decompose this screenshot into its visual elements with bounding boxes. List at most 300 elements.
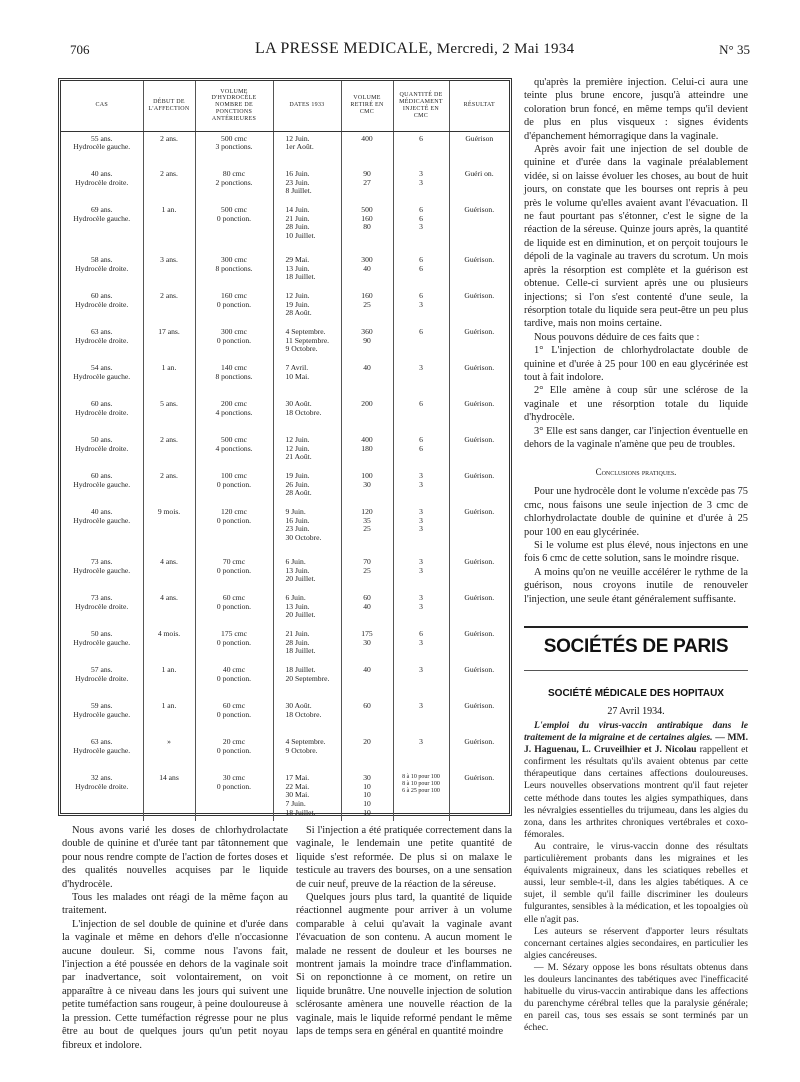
right-column-paragraph: Après avoir fait une injection de sel double de quinine et d'urée dans la vaginale préalablement vidée, si on laisse évoluer les choses, au bout de huit jours, on constate que les bourses ont repris à peu près le volume qu'elles avaient avant l'évacuation. Il ne faut pourtant pas s'étonner, c'est le signe de la réaction de la séreuse. Quinze jours après, la quantité de liquide est en diminution, et on perçoit toujours le dépoli de la vaginale au travers du scrotum. Un mois après la résorption est complète et la guérison est obtenue. Celle-ci survient après une ou plusieurs injections; si l'on s'est contenté d'une seule, la résorption totale du liquide sera peut-être un peu plus tardive, mais non moins certaine. [524,144,748,330]
cell-debut: 4 mois. [143,627,195,663]
cell-volume-line: 0 ponction. [216,781,252,791]
results-table [61,81,509,821]
cell-volume-line: 500 cmc [221,205,247,214]
table-row [61,771,509,821]
cell-quantite [393,505,449,555]
cell-quantite-line: 6 [419,399,423,408]
cell-retire-line: 60 [363,701,371,710]
cell-cas-line: 40 ans. [90,169,113,178]
cell-dates-line: 30 Août. [285,399,312,408]
cell-volume-line: 2 ponctions. [215,177,253,187]
cell-retire-line: 40 [363,601,371,611]
text-column-left [62,824,288,1052]
cell-retire-line: 10 [363,807,371,817]
cell-retire-line: 160 [361,213,373,223]
cell-quantite-line: 3 [419,507,423,516]
cell-volume-line: 80 cmc [222,169,246,178]
cell-dates-line: 28 Août. [285,308,312,318]
cell-cas [61,627,143,663]
cell-retire [341,627,393,663]
page-number: 706 [70,42,90,57]
cell-dates-line: 4 Septembre. [285,737,326,746]
cell-volume-line: 0 ponction. [216,601,252,611]
cell-retire-line: 120 [361,507,373,516]
cell-dates-line: 28 Juin. [285,637,310,647]
cell-dates-line: 10 Juillet. [285,231,316,241]
cell-cas-line: Hydrocèle droite. [75,299,129,309]
cell-retire-line: 30 [363,773,371,782]
cell-volume [195,253,273,289]
cell-resultat: Guérison. [464,327,495,336]
cell-cas-line: Hydrocèle gauche. [73,213,131,223]
cell-dates [273,627,341,663]
cell-retire-line: 100 [361,471,373,480]
cell-volume-line: 160 cmc [221,291,247,300]
cell-volume-line: 0 ponction. [216,565,252,575]
cell-volume-line: 0 ponction. [216,709,252,719]
col-header-retire: VOLUME RETIRÉ EN CMC [341,81,393,131]
cell-volume-line: 0 ponction. [216,335,252,345]
cell-dates-line: 1er Août. [285,142,314,152]
cell-volume-line: 0 ponction. [216,213,252,223]
cell-cas-line: 58 ans. [90,255,113,264]
cell-retire-line: 300 [361,255,373,264]
cell-quantite [393,433,449,469]
journal-title [255,40,574,58]
cell-cas-line: Hydrocèle gauche. [73,515,131,525]
cell-cas [61,699,143,735]
col-header-quantite: QUANTITÉ DE MÉDICAMENT INJECTÉ EN CMC [393,81,449,131]
cell-cas-line: 57 ans. [90,665,113,674]
cell-retire [341,433,393,469]
cell-dates-line: 16 Juin. [285,515,310,525]
journal-name: LA PRESSE MEDICALE, [255,40,433,57]
cell-quantite-line: 6 [419,291,423,300]
cell-cas [61,131,143,167]
cell-volume-line: 0 ponction. [216,745,252,755]
cell-cas [61,289,143,325]
cell-quantite [393,397,449,433]
cell-dates-line: 10 Mai. [285,371,310,381]
cell-quantite [393,771,449,821]
cell-cas [61,591,143,627]
cell-retire-line: 400 [361,435,373,444]
cell-resultat: Guérison. [464,435,495,444]
cell-quantite-line: 6 [419,205,423,214]
cell-quantite-line: 3 [419,222,423,232]
cell-cas-line: 40 ans. [90,507,113,516]
cell-quantite-line: 3 [419,637,423,647]
conclusions-title: Conclusions pratiques. [595,467,677,477]
cell-dates [273,397,341,433]
cell-resultat: Guérison. [464,737,495,746]
cell-cas-line: 60 ans. [90,399,113,408]
cell-retire [341,397,393,433]
cell-volume [195,663,273,699]
cell-volume-line: 4 ponctions. [215,443,253,453]
cell-dates [273,167,341,203]
cell-dates [273,505,341,555]
cell-dates-line: 30 Août. [285,701,312,710]
cell-dates-line: 21 Juin. [285,213,310,223]
cell-volume [195,735,273,771]
article-title: L'emploi du virus-vaccin antirabique dans le traitement de la migraine et de certaines algies. [524,720,748,744]
cell-volume-line: 60 cmc [222,593,246,602]
cell-debut: 1 an. [143,203,195,253]
cell-dates-line: 8 Juillet. [285,186,312,196]
cell-quantite [393,469,449,505]
cell-volume-line: 140 cmc [221,363,247,372]
cell-dates-line: 21 Juin. [285,629,310,638]
cell-retire [341,555,393,591]
right-column-paragraph: 2° Elle amène à coup sûr une sclérose de la vaginale et une résorption totale du liquide d'hydrocèle. [524,385,748,424]
cell-dates-line: 22 Mai. [285,781,310,791]
cell-volume [195,555,273,591]
cell-cas-line: 73 ans. [90,593,113,602]
cell-retire-line: 25 [363,565,371,575]
cell-volume-line: 300 cmc [221,255,247,264]
text-column-middle [296,824,512,1039]
cell-retire-line: 40 [363,363,371,372]
table-row [61,735,509,771]
table-row [61,167,509,203]
cell-cas-line: 73 ans. [90,557,113,566]
cell-retire [341,325,393,361]
cell-resultat: Guérison. [464,629,495,638]
cell-quantite [393,555,449,591]
cell-quantite [393,735,449,771]
cell-retire-line: 25 [363,299,371,309]
cell-retire-line: 70 [363,557,371,566]
cell-dates-line: 13 Juin. [285,565,310,575]
cell-retire-line: 90 [363,335,371,345]
cell-volume [195,397,273,433]
cell-volume [195,325,273,361]
cell-resultat: Guérison. [464,507,495,516]
cell-dates-line: 20 Juillet. [285,610,316,620]
article-paragraph-2: Au contraire, le virus-vaccin donne des résultats particulièrement probants dans les migraines et les équivalents migraineux, dans les sciatiques rebelles et aussi, leur semble-t-il, dans les algies tabétiques. A ce sujet, il semble qu'il faille discriminer les douleurs fulgurantes, sensibles à la médication, et les topoalgies où elle n'agit pas. [524,840,748,925]
cell-volume-line: 175 cmc [221,629,247,638]
cell-retire-line: 80 [363,222,371,232]
cell-resultat: Guérison. [464,701,495,710]
cell-cas [61,663,143,699]
cell-debut: 2 ans. [143,131,195,167]
cell-dates [273,361,341,397]
cell-retire [341,289,393,325]
cell-dates-line: 4 Septembre. [285,327,326,336]
cell-volume-line: 40 cmc [222,665,246,674]
cell-retire-line: 175 [361,629,373,638]
cell-cas-line: Hydrocèle droite. [75,601,129,611]
cell-quantite-line: 3 [419,479,423,489]
table-row [61,325,509,361]
cell-quantite-line: 6 [419,133,423,143]
cell-resultat: Guérison [465,133,494,143]
cell-volume-line: 0 ponction. [216,299,252,309]
table-body [61,131,509,821]
cell-retire-line: 10 [363,781,371,791]
cell-resultat: Guérison. [464,399,495,408]
cell-quantite-line: 8 à 10 pour 100 [402,780,440,787]
cell-dates-line: 12 Juin. [285,443,310,453]
cell-quantite-line: 3 [419,471,423,480]
cell-dates-line: 6 Juin. [285,557,306,566]
cell-retire-line: 360 [361,327,373,336]
cell-dates-line: 23 Juin. [285,524,310,534]
cell-dates-line: 19 Juin. [285,299,310,309]
right-column-paragraph: qu'après la première injection. Celui-ci aura une teinte plus brune encore, jusqu'à atteindre une coloration brun foncé, en même temps qu'il devient de plus en plus visqueux : signes évidents d'épanchement hémorragique dans la vaginale. [524,77,748,142]
cell-cas [61,469,143,505]
cell-debut: 1 an. [143,361,195,397]
cell-volume [195,469,273,505]
cell-debut: 4 ans. [143,555,195,591]
cell-debut: 14 ans [143,771,195,821]
table-header-row [61,81,509,131]
cell-volume-line: 120 cmc [221,507,247,516]
cell-volume [195,433,273,469]
cell-cas [61,325,143,361]
cell-cas-line: 60 ans. [90,471,113,480]
cell-cas-line: Hydrocèle gauche. [73,637,131,647]
cell-quantite-line: 3 [419,665,423,674]
article-paragraph-4: — M. Sézary oppose les bons résultats obtenus dans les douleurs lancinantes des tabétiques avec l'inefficacité habituelle du virus-vaccin antirabique dans les affections du parenchyme cérébral telles que la paralysie générale; en pareil cas, tous ses essais se sont terminés par un échec. [524,961,748,1034]
cell-dates [273,203,341,253]
cell-quantite [393,699,449,735]
cell-debut: 3 ans. [143,253,195,289]
cell-retire-line: 160 [361,291,373,300]
cell-dates-line: 18 Octobre. [285,407,322,417]
cell-volume-line: 200 cmc [221,399,247,408]
cell-volume-line: 8 ponctions. [215,263,253,273]
cell-quantite [393,203,449,253]
cell-volume-line: 500 cmc [221,435,247,444]
cell-quantite-line: 6 à 25 pour 100 [402,787,440,794]
cell-quantite-line: 3 [419,299,423,309]
cell-debut: 17 ans. [143,325,195,361]
table-row [61,555,509,591]
cell-volume-line: 100 cmc [221,471,247,480]
cell-retire-line: 200 [361,399,373,408]
cell-cas-line: Hydrocèle droite. [75,263,129,273]
cell-volume [195,505,273,555]
cell-cas-line: Hydrocèle gauche. [73,709,131,719]
cell-retire-line: 40 [363,263,371,273]
cell-dates-line: 29 Mai. [285,255,310,264]
cell-cas-line: 50 ans. [90,629,113,638]
table-row [61,663,509,699]
cell-retire [341,167,393,203]
middle-column-paragraph: Si l'injection a été pratiquée correctement dans la vaginale, le lendemain une petite quantité de liquide s'est reformée. De plus si on malaxe le testicule au travers des bourses, on a une sensation de cuir neuf, preuve de la réaction de la séreuse. [296,825,512,890]
cell-cas [61,735,143,771]
cell-debut: 9 mois. [143,505,195,555]
cell-dates-line: 18 Juillet. [285,665,316,674]
cell-retire-line: 40 [363,665,371,674]
cell-quantite-line: 3 [419,363,423,372]
cell-dates [273,663,341,699]
cell-retire [341,469,393,505]
conclusions-section [524,466,748,606]
cell-quantite [393,325,449,361]
cell-dates-line: 23 Juin. [285,177,310,187]
cell-retire-line: 30 [363,479,371,489]
cell-debut: 4 ans. [143,591,195,627]
table-row [61,253,509,289]
article-paragraph-1: rappellent et confirment les résultats qu'ils avaient obtenus par cette thérapeutique dans certaines affections douloureuses. Leurs nouvelles observations montrent qu'il faut rejeter cette méthode dans toutes les algies sympathiques, dans les névralgies essentielles du trijumeau, dans les algies du zona, dans les arthrites chroniques vertébrales et coxo-fémorales. [524,744,748,840]
cell-volume-line: 70 cmc [222,557,246,566]
cell-quantite-line: 3 [419,593,423,602]
cell-cas-line: 32 ans. [90,773,113,782]
cell-cas [61,253,143,289]
cell-cas-line: Hydrocèle droite. [75,177,129,187]
cell-retire [341,505,393,555]
cell-cas-line: Hydrocèle droite. [75,673,129,683]
cell-quantite-line: 3 [419,601,423,611]
cell-cas-line: Hydrocèle gauche. [73,745,131,755]
cell-resultat: Guérison. [464,363,495,372]
cell-dates-line: 11 Septembre. [285,335,330,345]
table-row [61,591,509,627]
cell-dates [273,771,341,821]
cell-quantite-line: 6 [419,435,423,444]
table-row [61,699,509,735]
cell-volume [195,167,273,203]
cell-cas-line: 59 ans. [90,701,113,710]
cell-cas [61,505,143,555]
cell-dates [273,555,341,591]
cell-cas [61,361,143,397]
cell-dates-line: 13 Juin. [285,263,310,273]
cell-retire-line: 180 [361,443,373,453]
cell-cas-line: Hydrocèle gauche. [73,142,131,152]
col-header-debut: DÉBUT DE L'AFFECTION [143,81,195,131]
cell-dates [273,131,341,167]
cell-dates-line: 18 Juillet. [285,646,316,656]
cell-dates-line: 30 Octobre. [285,533,322,543]
cell-dates-line: 18 Juillet. [285,272,316,282]
cell-retire-line: 25 [363,524,371,534]
cell-dates-line: 19 Juin. [285,471,310,480]
cell-quantite [393,663,449,699]
cell-quantite-line: 6 [419,327,423,336]
cell-cas-line: 60 ans. [90,291,113,300]
left-column-paragraph: Nous avons varié les doses de chlorhydrolactate double de quinine et d'urée tant par tâtonnement que pour nous rendre compte de l'action de fortes doses et des qualités nouvelles acquises par le liquide d'hydrocèle. [62,825,288,890]
cell-dates [273,735,341,771]
col-header-volume: VOLUME D'HYDROCÈLE NOMBRE DE PONCTIONS ANTÉRIEURES [195,81,273,131]
societe-name: SOCIÉTÉ MÉDICALE DES HOPITAUX [548,688,724,699]
cell-volume [195,289,273,325]
cell-cas-line: Hydrocèle droite. [75,407,129,417]
cell-quantite-line: 6 [419,255,423,264]
conclusions-paragraph: Pour une hydrocèle dont le volume n'excède pas 75 cmc, nous faisons une seule injection de 3 cmc de chlorhydrolactate double de quinine et d'urée à 25 pour 100 en eau glycérinée. [524,486,748,538]
cell-retire [341,253,393,289]
cell-volume-line: 4 ponctions. [215,407,253,417]
hydrocele-table [58,78,512,816]
cell-retire [341,131,393,167]
cell-retire-line: 90 [363,169,371,178]
cell-resultat: Guérison. [464,773,495,782]
col-header-cas: CAS [61,81,143,131]
cell-cas-line: Hydrocèle droite. [75,335,129,345]
societe-date: 27 Avril 1934. [607,706,665,717]
cell-dates [273,591,341,627]
cell-quantite-line: 6 [419,629,423,638]
cell-quantite-line: 8 à 10 pour 100 [402,774,440,780]
societes-title: SOCIÉTÉS DE PARIS [543,636,729,657]
cell-volume-line: 0 ponction. [216,515,252,525]
col-header-dates: DATES 1933 [273,81,341,131]
cell-resultat: Guéri on. [464,169,494,178]
cell-volume [195,627,273,663]
cell-volume-line: 0 ponction. [216,673,252,683]
cell-dates-line: 20 Juillet. [285,574,316,584]
cell-quantite-line: 3 [419,557,423,566]
conclusions-paragraph: Si le volume est plus élevé, nous injectons en une fois 6 cmc de cette solution, sans le moindre risque. [524,540,748,565]
cell-retire [341,361,393,397]
article-section [524,720,748,1034]
cell-retire-line: 60 [363,593,371,602]
cell-resultat: Guérison. [464,205,495,214]
cell-dates-line: 18 Juillet. [285,807,316,817]
table-row [61,505,509,555]
table-row [61,469,509,505]
cell-debut: 2 ans. [143,289,195,325]
cell-retire-line: 10 [363,790,371,800]
cell-dates [273,433,341,469]
cell-quantite-line: 3 [419,169,423,178]
cell-retire [341,203,393,253]
cell-quantite-line: 3 [419,515,423,525]
cell-volume-line: 8 ponctions. [215,371,253,381]
cell-dates-line: 7 Avril. [285,363,309,372]
cell-cas [61,203,143,253]
article-paragraph-3: Les auteurs se réservent d'apporter leurs résultats concernant certaines algies secondaires, en particulier les algies cancéreuses. [524,925,748,961]
cell-quantite [393,591,449,627]
section-rule-thin [524,670,748,671]
cell-dates-line: 6 Juin. [285,593,306,602]
issue-date: Mercredi, 2 Mai 1934 [436,41,575,57]
cell-volume-line: 300 cmc [221,327,247,336]
cell-volume [195,591,273,627]
cell-quantite [393,361,449,397]
cell-cas-line: 55 ans. [90,133,113,143]
table-row [61,131,509,167]
conclusions-paragraph: A moins qu'on ne veuille accélérer le rythme de la guérison, nous croyons inutile de renouveler l'injection, une seule étant généralement suffisante. [524,566,748,605]
cell-volume-line: 30 cmc [222,773,246,782]
cell-dates-line: 30 Mai. [285,790,310,800]
cell-volume-line: 60 cmc [222,701,246,710]
cell-resultat: Guérison. [464,471,495,480]
cell-dates-line: 13 Juin. [285,601,310,611]
cell-dates-line: 28 Août. [285,488,312,498]
cell-cas-line: 54 ans. [90,363,113,372]
cell-volume-line: 3 ponctions. [215,142,253,152]
cell-quantite-line: 6 [419,263,423,273]
cell-retire [341,699,393,735]
cell-retire-line: 30 [363,637,371,647]
cell-retire-line: 10 [363,799,371,809]
right-column-paragraph: 1° L'injection de chlorhydrolactate double de quinine et d'urée à 25 pour 100 en eau glycérinée est tout à fait indolore. [524,345,748,383]
cell-dates-line: 9 Juin. [285,507,306,516]
cell-cas-line: 50 ans. [90,435,113,444]
cell-quantite [393,253,449,289]
table-row [61,361,509,397]
cell-cas-line: 63 ans. [90,737,113,746]
cell-dates-line: 16 Juin. [285,169,310,178]
cell-quantite-line: 3 [419,177,423,187]
cell-quantite-line: 3 [419,524,423,534]
cell-retire-line: 400 [361,133,373,143]
cell-volume [195,131,273,167]
